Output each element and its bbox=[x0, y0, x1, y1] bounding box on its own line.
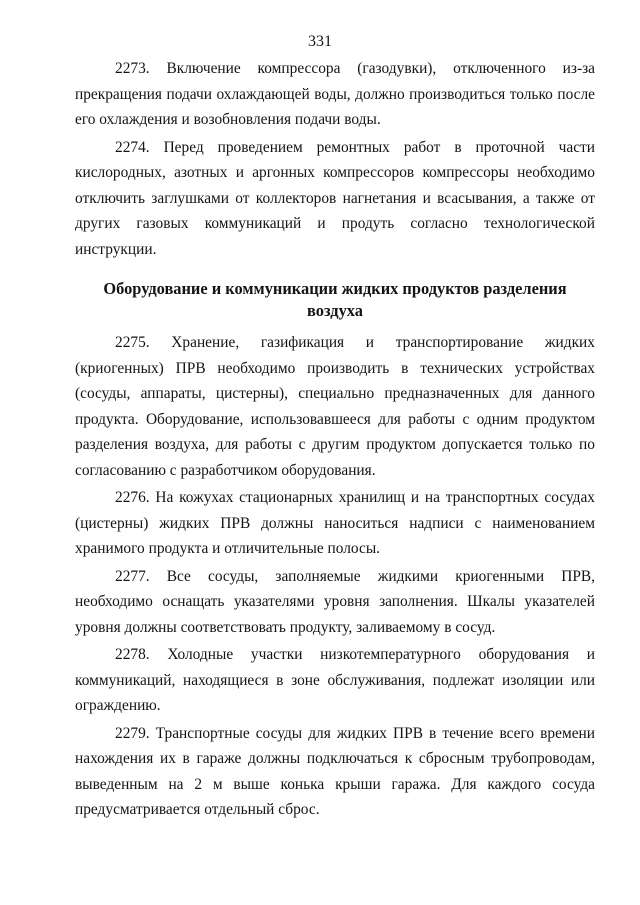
paragraph-2275: 2275. Хранение, газификация и транспортирование жидких (криогенных) ПРВ необходимо производить в технических устройствах (сосуды, аппараты, цистерны), специально предназначенных для данного продукта. Оборудование, использовавшееся для работы с одним продуктом разделения воздуха, для работы с другим продуктом допускается только по согласованию с разработчиком оборудования. bbox=[75, 334, 595, 479]
page-content bbox=[75, 56, 595, 825]
paragraph-2277: 2277. Все сосуды, заполняемые жидкими криогенными ПРВ, необходимо оснащать указателями уровня заполнения. Шкалы указателей уровня должны соответствовать продукту, заливаемому в сосуд. bbox=[75, 567, 595, 636]
section-heading: Оборудование и коммуникации жидких продуктов разделения воздуха bbox=[103, 279, 567, 320]
paragraph-2279: 2279. Транспортные сосуды для жидких ПРВ в течение всего времени нахождения их в гараже должны подключаться к сбросным трубопроводам, выведенным на 2 м выше конька крыши гаража. Для каждого сосуда предусматривается отдельный сброс. bbox=[75, 724, 595, 818]
paragraph-2278: 2278. Холодные участки низкотемпературного оборудования и коммуникаций, находящиеся в зоне обслуживания, подлежат изоляции или ограждению. bbox=[75, 646, 595, 714]
paragraph-2276: 2276. На кожухах стационарных хранилищ и на транспортных сосудах (цистерны) жидких ПРВ должны наноситься надписи с наименованием хранимого продукта и отличительные полосы. bbox=[75, 489, 595, 557]
paragraph-2273: 2273. Включение компрессора (газодувки), отключенного из-за прекращения подачи охлаждающей воды, должно производиться только после его охлаждения и возобновления подачи воды. bbox=[75, 60, 595, 128]
paragraph-2274: 2274. Перед проведением ремонтных работ в проточной части кислородных, азотных и аргонных компрессоров компрессоры необходимо отключить заглушками от коллекторов нагнетания и всасывания, а также от других газовых коммуникаций и продуть согласно технологической инструкции. bbox=[75, 138, 595, 258]
page-number: 331 bbox=[308, 33, 332, 50]
